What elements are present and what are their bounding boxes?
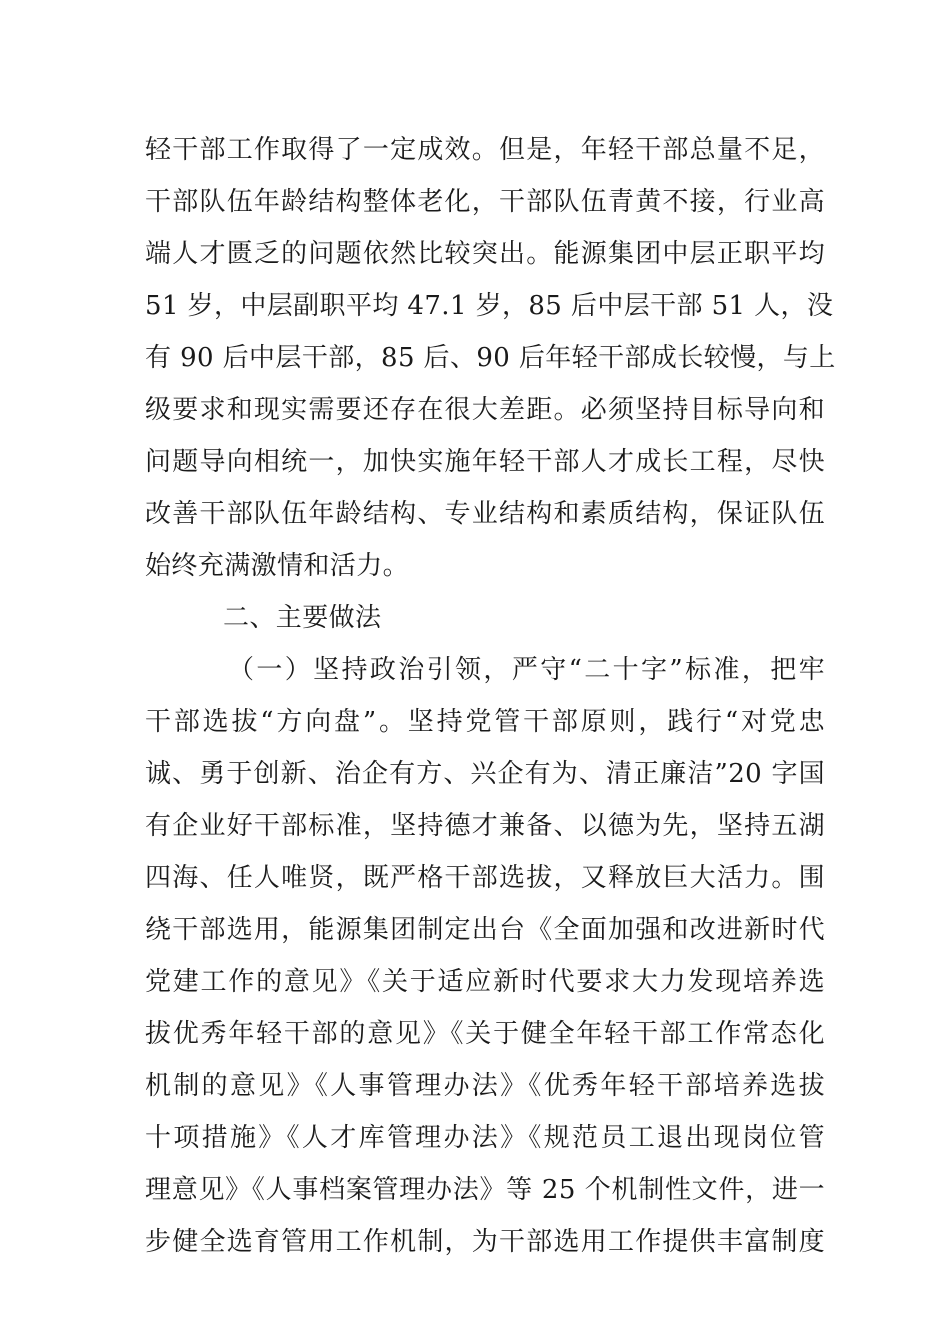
text-line: （一）坚持政治引领，严守“二十字”标准，把牢 xyxy=(228,655,825,685)
text-line: 端人才匮乏的问题依然比较突出。能源集团中层正职平均 xyxy=(145,239,825,269)
text-line: 拔优秀年轻干部的意见》《关于健全年轻干部工作常态化 xyxy=(145,1019,825,1049)
text-line: 改善干部队伍年龄结构、专业结构和素质结构，保证队伍 xyxy=(145,499,825,529)
text-line: 51 岁，中层副职平均 47.1 岁，85 后中层干部 51 人，没 xyxy=(145,291,834,321)
text-line: 十项措施》《人才库管理办法》《规范员工退出现岗位管 xyxy=(145,1123,825,1153)
text-line: 绕干部选用，能源集团制定出台《全面加强和改进新时代 xyxy=(145,915,825,945)
text-line: 级要求和现实需要还存在很大差距。必须坚持目标导向和 xyxy=(145,395,825,425)
section-heading: 二、主要做法 xyxy=(223,603,382,633)
text-line: 诚、勇于创新、治企有方、兴企有为、清正廉洁”20 字国 xyxy=(145,759,825,789)
text-line: 有 90 后中层干部，85 后、90 后年轻干部成长较慢，与上 xyxy=(145,343,836,373)
text-line: 始终充满激情和活力。 xyxy=(145,551,410,581)
text-line: 轻干部工作取得了一定成效。但是，年轻干部总量不足， xyxy=(145,135,825,165)
text-line: 理意见》《人事档案管理办法》等 25 个机制性文件，进一 xyxy=(145,1175,825,1205)
text-line: 干部队伍年龄结构整体老化，干部队伍青黄不接，行业高 xyxy=(145,187,825,217)
text-line: 机制的意见》《人事管理办法》《优秀年轻干部培养选拔 xyxy=(145,1071,825,1101)
text-line: 步健全选育管用工作机制，为干部选用工作提供丰富制度 xyxy=(145,1227,825,1257)
text-line: 干部选拔“方向盘”。坚持党管干部原则，践行“对党忠 xyxy=(145,707,825,737)
text-line: 问题导向相统一，加快实施年轻干部人才成长工程，尽快 xyxy=(145,447,825,477)
text-line: 有企业好干部标准，坚持德才兼备、以德为先，坚持五湖 xyxy=(145,811,825,841)
text-line: 四海、任人唯贤，既严格干部选拔，又释放巨大活力。围 xyxy=(145,863,825,893)
text-line: 党建工作的意见》《关于适应新时代要求大力发现培养选 xyxy=(145,967,825,997)
